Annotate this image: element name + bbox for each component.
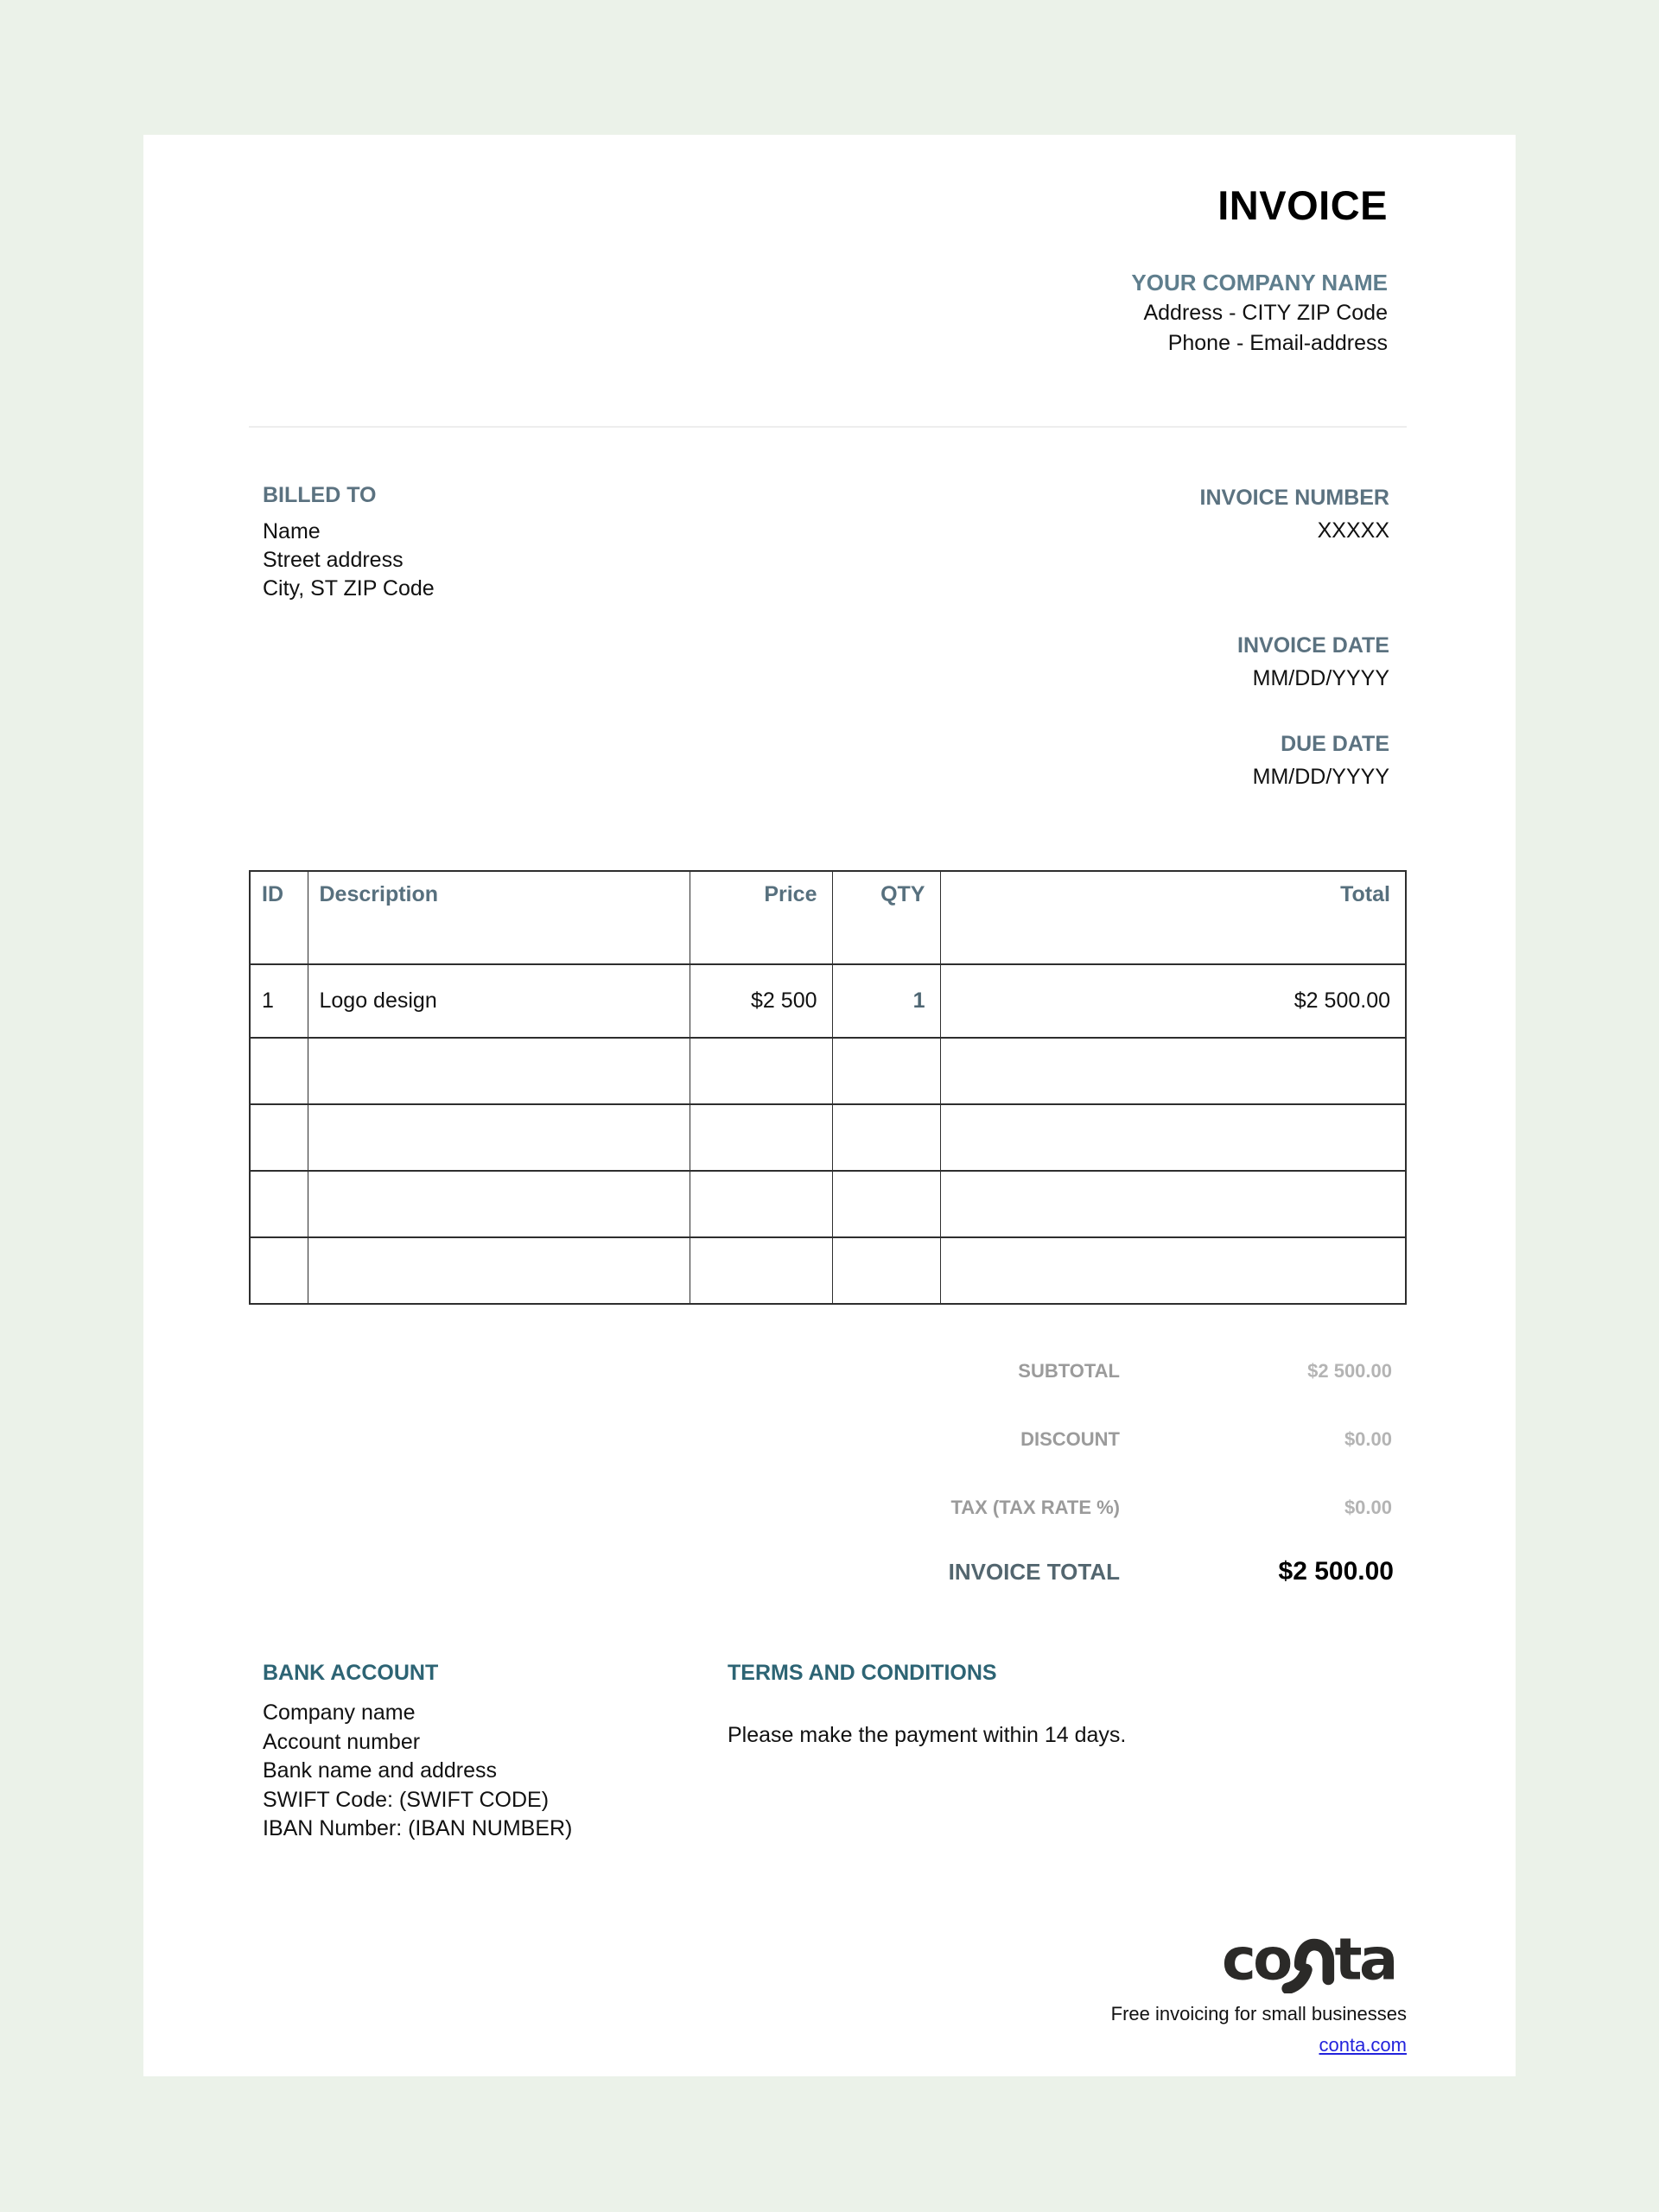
terms-text: Please make the payment within 14 days. [728, 1723, 1127, 1748]
table-row-empty [250, 1104, 1406, 1171]
cell-empty [832, 1104, 940, 1171]
table-row-empty [250, 1171, 1406, 1237]
invoice-number-value: XXXXX [1317, 518, 1389, 543]
cell-empty [250, 1038, 308, 1104]
billed-to-street: Street address [263, 548, 404, 573]
company-address: Address - CITY ZIP Code [1143, 301, 1388, 326]
bank-detail-line: Account number [263, 1729, 421, 1754]
bank-detail-line: Bank name and address [263, 1758, 498, 1783]
company-header [249, 268, 1388, 359]
billed-to-name: Name [263, 519, 321, 544]
bank-detail-line: SWIFT Code: (SWIFT CODE) [263, 1787, 550, 1812]
totals-section [249, 1360, 1407, 1586]
invoice-number-label: INVOICE NUMBER [1199, 486, 1389, 511]
cell-empty [250, 1171, 308, 1237]
cell-empty [690, 1171, 832, 1237]
cell-empty [832, 1171, 940, 1237]
header-divider [249, 426, 1407, 428]
billed-to-label: BILLED TO [263, 483, 377, 508]
bank-account-block [263, 1660, 728, 1844]
bank-account-heading: BANK ACCOUNT [263, 1661, 439, 1686]
totals-row-value: $2 500.00 [1307, 1360, 1392, 1382]
totals-row [249, 1428, 1407, 1451]
cell-description: Logo design [308, 964, 690, 1038]
cell-empty [940, 1104, 1406, 1171]
table-row-empty [250, 1237, 1406, 1304]
invoice-date-label: INVOICE DATE [1237, 633, 1389, 658]
cell-empty [250, 1104, 308, 1171]
line-items-table [249, 870, 1407, 1305]
bank-detail-line: Company name [263, 1700, 416, 1726]
footer-tagline: Free invoicing for small businesses [1110, 2002, 1407, 2024]
invoice-date-group [1200, 629, 1389, 695]
cell-empty [308, 1104, 690, 1171]
cell-empty [832, 1038, 940, 1104]
bank-detail-line: IBAN Number: (IBAN NUMBER) [263, 1816, 573, 1841]
invoice-total-label: INVOICE TOTAL [948, 1559, 1120, 1586]
cell-empty [308, 1038, 690, 1104]
totals-row [249, 1360, 1407, 1382]
table-row-empty [250, 1038, 1406, 1104]
conta-logo [1222, 1930, 1407, 1993]
column-header-total: Total [940, 871, 1406, 964]
column-header-description: Description [308, 871, 690, 964]
invoice-meta-block [1200, 481, 1389, 793]
logo-swoosh [1287, 1944, 1328, 1988]
cell-empty [690, 1104, 832, 1171]
cell-id: 1 [250, 964, 308, 1038]
cell-empty [250, 1237, 308, 1304]
bank-terms-row [249, 1660, 1407, 1844]
totals-row-label: TAX (TAX RATE %) [950, 1497, 1120, 1519]
invoice-sheet [143, 135, 1516, 2076]
table-header-row [250, 871, 1406, 964]
totals-row [249, 1497, 1407, 1519]
invoice-total-row [249, 1557, 1407, 1586]
invoice-date-value: MM/DD/YYYY [1252, 666, 1389, 691]
company-contact: Phone - Email-address [1167, 331, 1388, 356]
logo-text-co: co [1222, 1929, 1290, 1993]
cell-empty [690, 1038, 832, 1104]
terms-heading: TERMS AND CONDITIONS [728, 1661, 997, 1686]
cell-empty [690, 1237, 832, 1304]
invoice-number-group [1200, 481, 1389, 547]
due-date-group [1200, 728, 1389, 793]
totals-row-value: $0.00 [1344, 1428, 1392, 1451]
invoice-total-value: $2 500.00 [1278, 1557, 1394, 1586]
brand-footer [249, 1930, 1407, 2056]
billed-to-block [263, 481, 435, 793]
terms-block [728, 1660, 1407, 1844]
cell-empty [940, 1237, 1406, 1304]
column-header-price: Price [690, 871, 832, 964]
billing-meta-row [249, 481, 1407, 793]
cell-empty [940, 1038, 1406, 1104]
company-name: YOUR COMPANY NAME [1131, 270, 1388, 296]
document-title: INVOICE [1217, 182, 1388, 228]
totals-row-label: SUBTOTAL [1018, 1360, 1120, 1382]
cell-total: $2 500.00 [940, 964, 1406, 1038]
cell-qty: 1 [832, 964, 940, 1038]
cell-empty [832, 1237, 940, 1304]
due-date-label: DUE DATE [1281, 732, 1389, 757]
table-row [250, 964, 1406, 1038]
cell-empty [308, 1171, 690, 1237]
logo-text-ta: ta [1334, 1929, 1395, 1993]
due-date-value: MM/DD/YYYY [1252, 765, 1389, 790]
column-header-id: ID [250, 871, 308, 964]
cell-price: $2 500 [690, 964, 832, 1038]
cell-empty [940, 1171, 1406, 1237]
billed-to-city: City, ST ZIP Code [263, 576, 435, 601]
column-header-qty: QTY [832, 871, 940, 964]
totals-row-label: DISCOUNT [1020, 1428, 1120, 1451]
totals-row-value: $0.00 [1344, 1497, 1392, 1519]
conta-site-link[interactable]: conta.com [1319, 2033, 1407, 2056]
cell-empty [308, 1237, 690, 1304]
